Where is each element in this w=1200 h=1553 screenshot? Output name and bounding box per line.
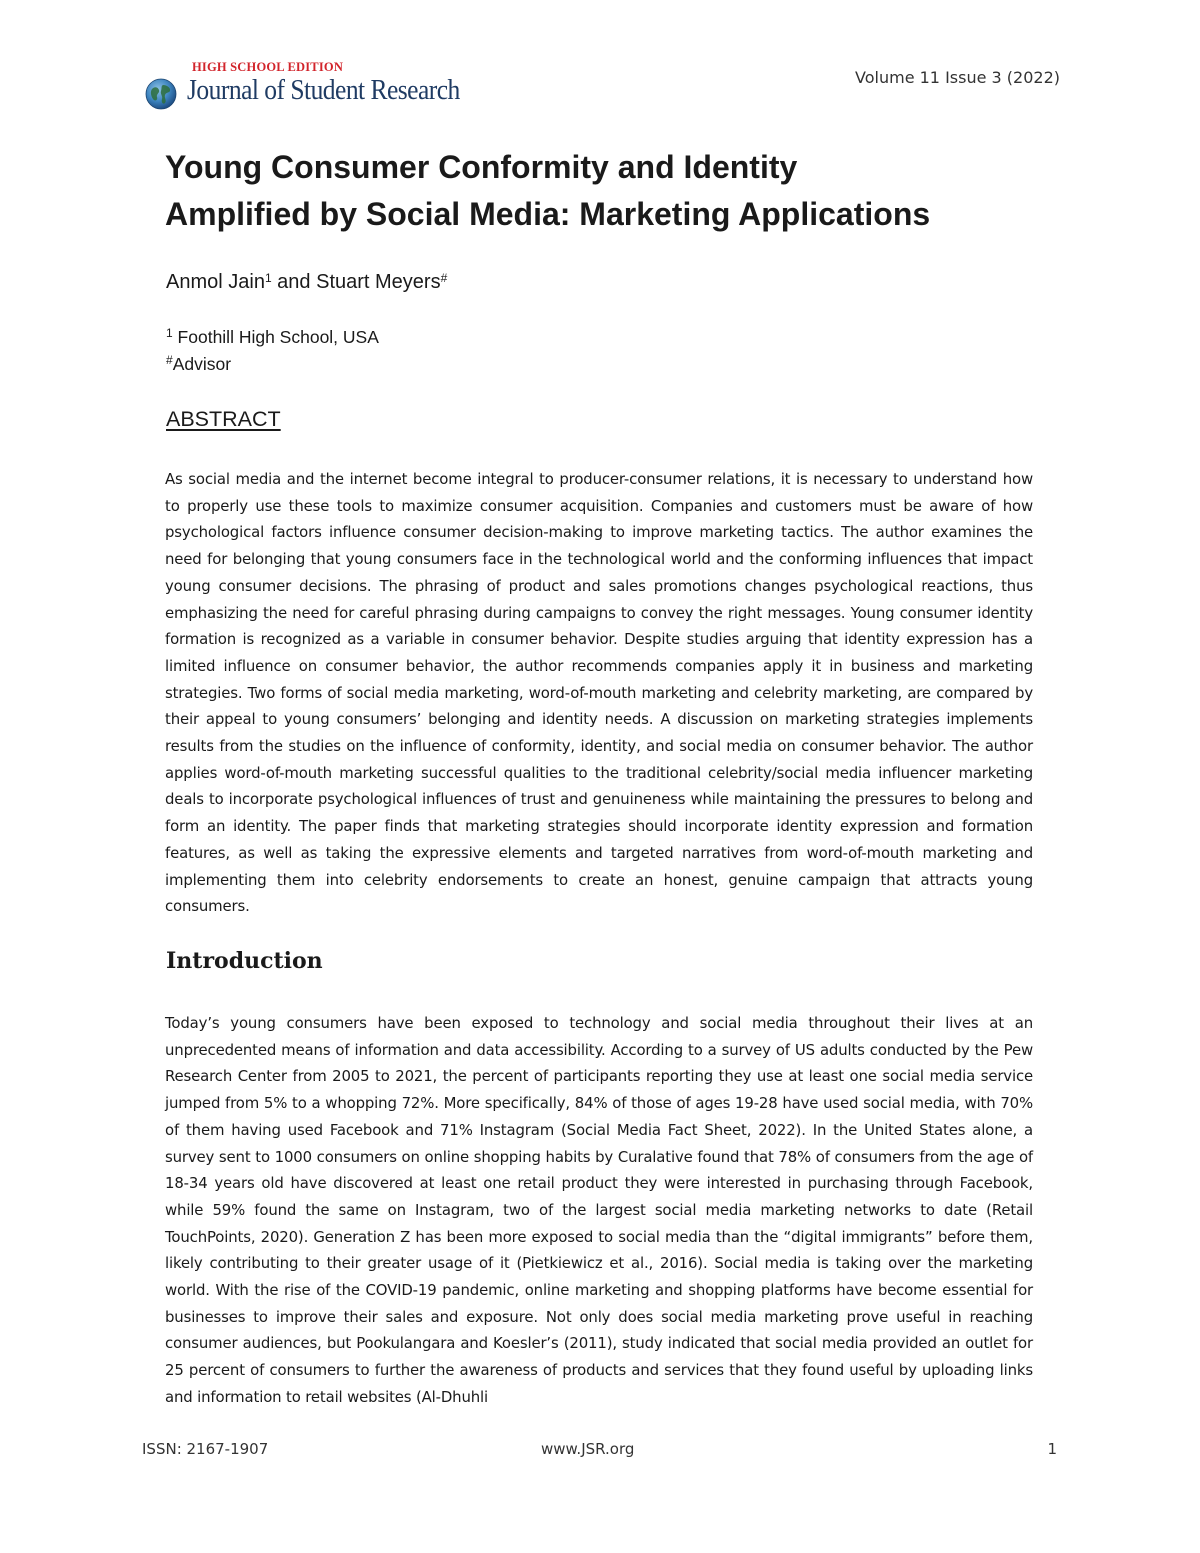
author-separator: and [271,271,317,293]
introduction-heading: Introduction [166,948,323,974]
journal-name: Journal of Student Research [187,74,460,106]
author-advisor-mark: # [440,271,448,285]
affiliation [166,327,379,348]
author-list [166,271,447,294]
edition-label: HIGH SCHOOL EDITION [192,60,344,74]
affiliation [166,354,231,375]
title-line-1: Young Consumer Conformity and Identity [165,149,798,185]
introduction-text: Today’s young consumers have been exposed to technology and social media throughout their lives at an unprecedented means of information and data accessibility. According to a survey of US adults conducted by the Pew Research Center from 2005 to 2021, the percent of participants reporting they use at least one social media service jumped from 5% to a whopping 72%. More specifically, 84% of those of ages 19-28 have used social media, with 70% of them having used Facebook and 71% Instagram (Social Media Fact Sheet, 2022). In the United States alone, a survey sent to 1000 consumers on online shopping habits by Curalative found that 78% of consumers from the age of 18-34 years old have discovered at least one retail product they were interested in purchasing through Facebook, while 59% found the same on Instagram, two of the largest social media marketing networks to date (Retail TouchPoints, 2020). Generation Z has been more exposed to social media than the “digital immigrants” before them, likely contributing to their greater usage of it (Pietkiewicz et al., 2016). Social media is taking over the marketing world. With the rise of the COVID-19 pandemic, online marketing and shopping platforms have become essential for businesses to improve their sales and exposure. Not only does social media marketing prove useful in reaching consumer audiences, but Pookulangara and Koesler’s (2011), study indicated that social media provided an outlet for 25 percent of consumers to further the awareness of products and services that they found useful by uploading links and information to retail websites (Al-Dhuhli [165,1014,1033,1406]
author-affiliation-mark: 1 [264,271,272,285]
volume-info: Volume 11 Issue 3 (2022) [855,68,1060,87]
journal-header [143,58,1063,118]
abstract-text: As social media and the internet become integral to producer-consumer relations, it is necessary to understand how to properly use these tools to maximize consumer acquisition. Companies and customers must be aware of how psychological factors influence consumer decision-making to improve marketing tactics. The author examines the need for belonging that young consumers face in the technological world and the conforming influences that impact young consumer decisions. The phrasing of product and sales promotions changes psychological reactions, thus emphasizing the need for careful phrasing during campaigns to convey the right messages. Young consumer identity formation is recognized as a variable in consumer behavior. Despite studies arguing that identity expression has a limited influence on consumer behavior, the author recommends companies apply it in business and marketing strategies. Two forms of social media marketing, word-of-mouth marketing and celebrity marketing, are compared by their appeal to young consumers’ belonging and identity needs. A discussion on marketing strategies implements results from the studies on the influence of conformity, identity, and social media on consumer behavior. The author applies word-of-mouth marketing successful qualities to the traditional celebrity/social media influencer marketing deals to incorporate psychological influences of trust and genuineness while maintaining the pressures to belong and form an identity. The paper finds that marketing strategies should incorporate identity expression and formation features, as well as taking the expressive elements and targeted narratives from word-of-mouth marketing and implementing them into celebrity endorsements to create an honest, genuine campaign that attracts young consumers. [165,470,1033,916]
affiliation-mark: # [166,353,173,367]
affiliation-text: Advisor [172,354,232,374]
footer-url: www.JSR.org [541,1440,635,1458]
title-line-2: Amplified by Social Media: Marketing Applications [165,196,931,232]
affiliation-mark: 1 [166,326,173,340]
abstract-heading: ABSTRACT [166,407,281,431]
paper-title [165,144,1065,238]
journal-logo [143,58,463,114]
author-name: Anmol Jain [166,271,265,293]
affiliation-text: Foothill High School, USA [172,327,379,347]
footer-issn: ISSN: 2167-1907 [142,1440,269,1458]
page-number: 1 [1047,1440,1057,1458]
author-name: Stuart Meyers [316,271,441,293]
globe-icon [145,78,177,110]
